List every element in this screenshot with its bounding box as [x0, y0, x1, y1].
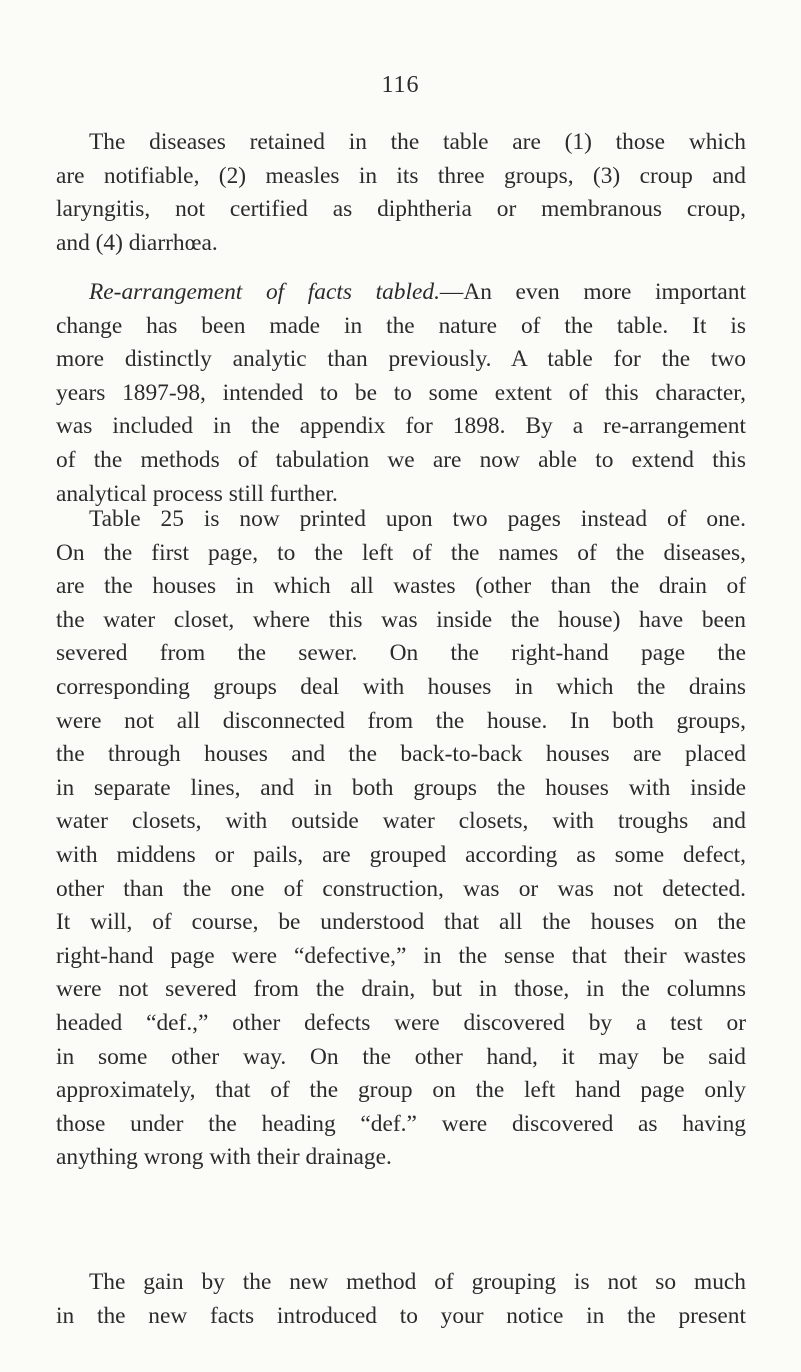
text-line-with-heading [56, 276, 746, 310]
text-line: laryngitis, not certified as diphtheria or membranous croup, [56, 196, 746, 223]
text-line: the water closet, where this was inside the house) have been [56, 606, 746, 633]
paragraph-gain-by-new-method [56, 1266, 746, 1333]
text-line: analytical process still further. [56, 480, 338, 507]
text-line: other than the one of construction, was or was not detected. [56, 875, 746, 902]
text-line: and (4) diarrhœa. [56, 229, 218, 256]
text-line: in some other way. On the other hand, it may be said [56, 1043, 746, 1070]
text-line: in separate lines, and in both groups the houses with inside [56, 774, 746, 801]
text-line: headed “def.,” other defects were discovered by a test or [56, 1009, 746, 1036]
text-line: was included in the appendix for 1898. By a re-arrangement [56, 413, 746, 440]
text-line: were not severed from the drain, but in those, in the columns [56, 976, 746, 1003]
paragraph-re-arrangement [56, 276, 746, 511]
text-line: It will, of course, be understood that all the houses on the [56, 909, 746, 936]
text-line: severed from the sewer. On the right-hand page the [56, 640, 746, 667]
text-line: are the houses in which all wastes (other than the drain of [56, 573, 746, 600]
text-line: years 1897-98, intended to be to some extent of this character, [56, 379, 746, 406]
text-line: water closets, with outside water closets, with troughs and [56, 808, 746, 835]
text-line: are notifiable, (2) measles in its three groups, (3) croup and [56, 162, 746, 189]
paragraph-table-25 [56, 503, 746, 1175]
text-line: corresponding groups deal with houses in which the drains [56, 673, 746, 700]
page-number: 116 [381, 72, 420, 98]
text-line: On the first page, to the left of the names of the diseases, [56, 539, 746, 566]
text-line: right-hand page were “defective,” in the sense that their wastes [56, 942, 746, 969]
text-line: with middens or pails, are grouped according as some defect, [56, 841, 746, 868]
paragraph-diseases-retained [56, 126, 746, 260]
section-heading: Re-arrangement of facts tabled. [89, 279, 440, 305]
text-line: change has been made in the nature of the table. It is [56, 312, 746, 339]
text-line: those under the heading “def.” were discovered as having [56, 1110, 746, 1137]
text-line: in the new facts introduced to your notice in the present [56, 1302, 746, 1329]
text-line: of the methods of tabulation we are now able to extend this [56, 446, 746, 473]
text-line: The gain by the new method of grouping is not so much [89, 1269, 746, 1295]
text-line: were not all disconnected from the house. In both groups, [56, 707, 746, 734]
text-line: anything wrong with their drainage. [56, 1144, 392, 1171]
text-line: The diseases retained in the table are (1) those which [89, 129, 746, 155]
text-line: more distinctly analytic than previously. A table for the two [56, 346, 746, 373]
text-line-continuation: —An even more important [439, 279, 746, 305]
text-line: Table 25 is now printed upon two pages instead of one. [89, 506, 746, 532]
text-line: the through houses and the back-to-back houses are placed [56, 741, 746, 768]
text-line: approximately, that of the group on the left hand page only [56, 1077, 746, 1104]
